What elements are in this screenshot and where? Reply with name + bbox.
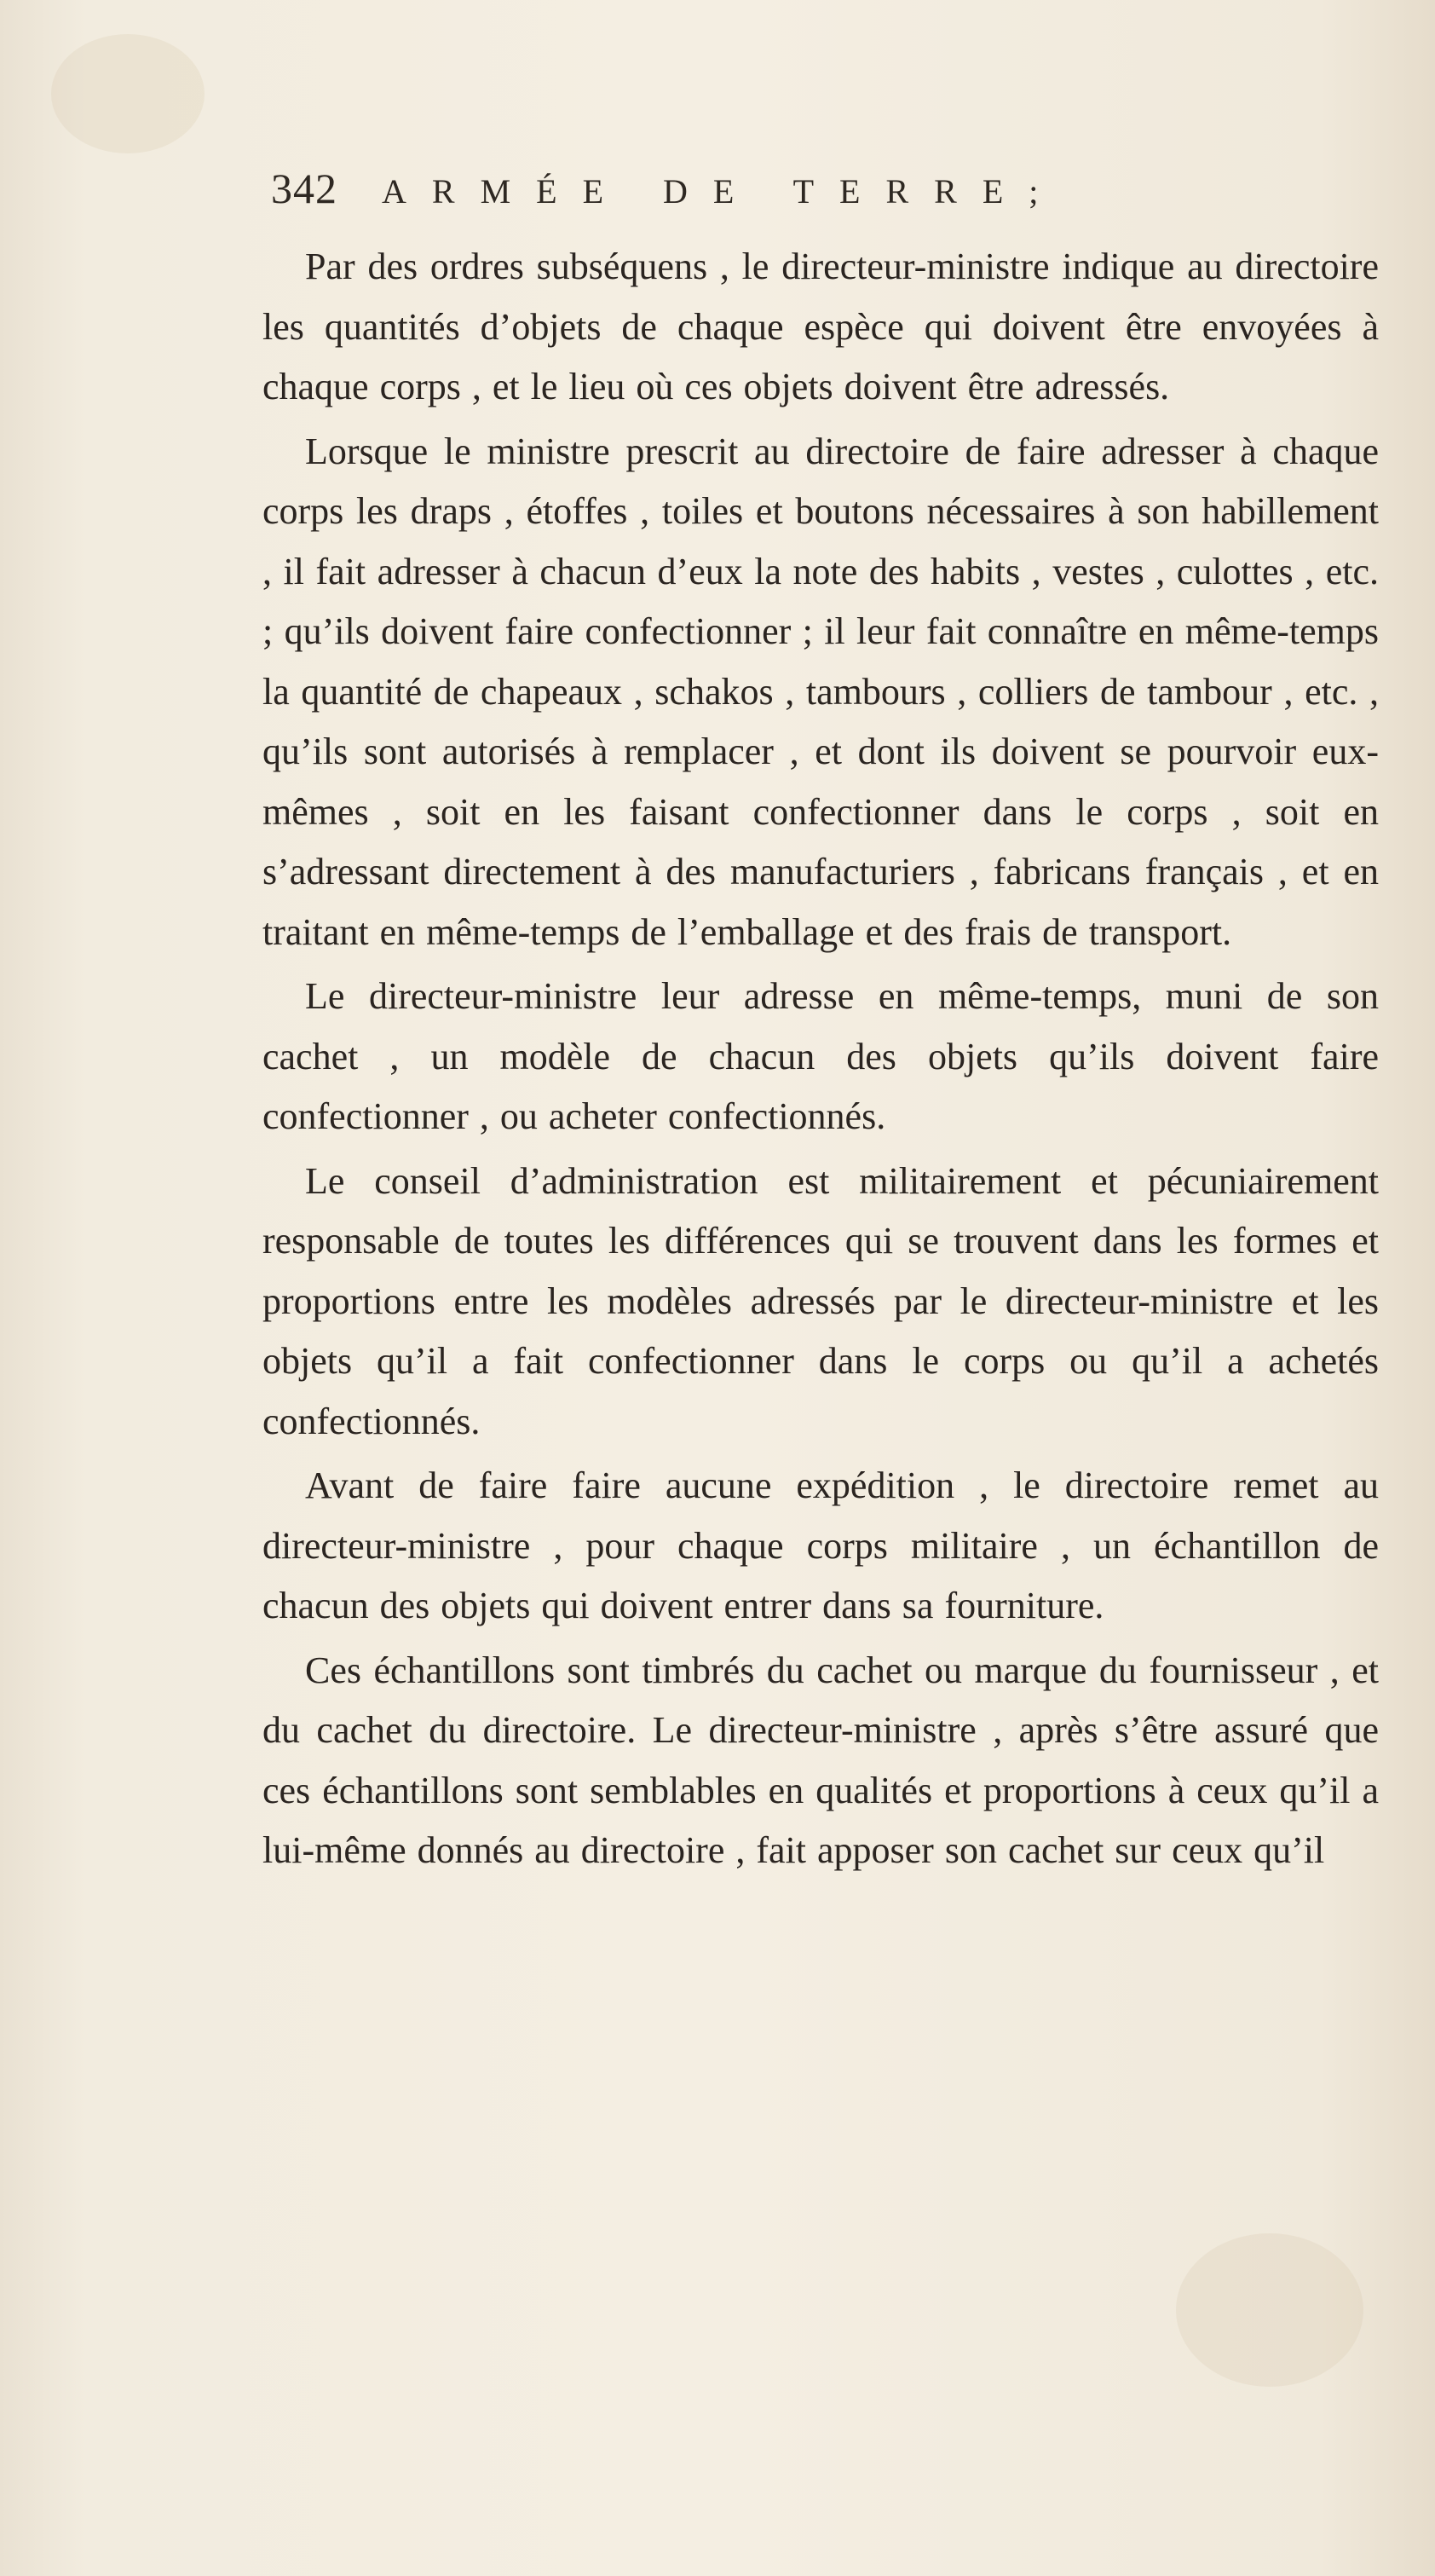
paragraph: Le directeur-ministre leur adresse en même-temps, muni de son cachet , un modèle de chacun des objets qu’ils doivent faire confectionner , ou acheter confectionnés. <box>262 975 1379 1137</box>
paragraph: Avant de faire faire aucune expédition , le directoire remet au directeur-ministre , pour chaque corps militaire , un échantillon de chacun des objets qui doivent entrer dans sa fourniture. <box>262 1464 1379 1626</box>
paper-stain <box>51 34 205 153</box>
body-text <box>262 237 1379 1886</box>
paragraph: Lorsque le ministre prescrit au directoire de faire adresser à chaque corps les draps , étoffes , toiles et boutons nécessaires à son habillement , il fait adresser à chacun d’eux la note des habits , vestes , culottes , etc. ; qu’ils doivent faire confectionner ; il leur fait connaître en même-temps la quantité de chapeaux , schakos , tambours , colliers de tambour , etc. , qu’ils sont autorisés à remplacer , et dont ils doivent se pourvoir eux-mêmes , soit en les faisant confectionner dans le corps , soit en s’adressant directement à des manufacturiers , fabricans français , et en traitant en même-temps de l’emballage et des frais de transport. <box>262 430 1379 953</box>
page-number: 342 <box>271 165 337 212</box>
paper-stain <box>1176 2233 1363 2387</box>
paragraph: Ces échantillons sont timbrés du cachet ou marque du fournisseur , et du cachet du directoire. Le directeur-ministre , après s’être assuré que ces échantillons sont semblables en qualités et proportions à ceux qu’il a lui-même donnés au directoire , fait apposer son cachet sur ceux qu’il <box>262 1649 1379 1871</box>
running-title: ARMÉE DE TERRE; <box>382 172 1064 211</box>
page-header <box>271 164 1379 215</box>
paragraph: Le conseil d’administration est militairement et pécuniairement responsable de toutes les différences qui se trouvent dans les formes et proportions entre les modèles adressés par le directeur-ministre et les objets qu’il a fait confectionner dans le corps ou qu’il a achetés confectionnés. <box>262 1159 1379 1442</box>
paragraph: Par des ordres subséquens , le directeur-ministre indique au directoire les quantités d’objets de chaque espèce qui doivent être envoyées à chaque corps , et le lieu où ces objets doivent être adressés. <box>262 245 1379 407</box>
